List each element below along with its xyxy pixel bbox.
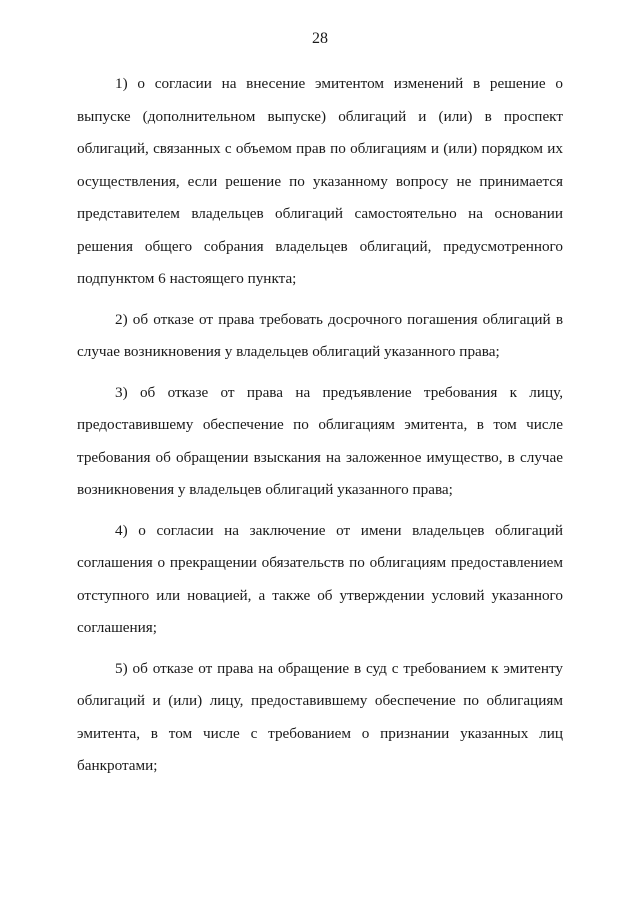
paragraph-item-5: 5) об отказе от права на обращение в суд с требованием к эмитенту облигаций и (или) лицу, предоставившему обеспечение по облигациям эмитента, в том числе с требованием о признании указанных лиц банкротами; [77, 659, 563, 774]
paragraph-item-3: 3) об отказе от права на предъявление требования к лицу, предоставившему обеспечение по облигациям эмитента, в том числе требования об обращении взыскания на заложенное имущество, в случае возникновения у владельцев облигаций указанного права; [77, 383, 563, 498]
paragraph-item-1: 1) о согласии на внесение эмитентом изменений в решение о выпуске (дополнительном выпуске) облигаций и (или) в проспект облигаций, связанных с объемом прав по облигациям и (или) порядком их осуществления, если решение по указанному вопросу не принимается представителем владельцев облигаций самостоятельно на основании решения общего собрания владельцев облигаций, предусмотренного подпунктом 6 настоящего пункта; [77, 75, 563, 287]
paragraph-item-2: 2) об отказе от права требовать досрочного погашения облигаций в случае возникновения у владельцев облигаций указанного права; [77, 310, 563, 360]
page-number: 28 [312, 30, 328, 47]
paragraph-item-4: 4) о согласии на заключение от имени владельцев облигаций соглашения о прекращении обязательств по облигациям предоставлением отступного или новацией, а также об утверждении условий указанного соглашения; [77, 521, 563, 636]
document-body [77, 68, 563, 791]
